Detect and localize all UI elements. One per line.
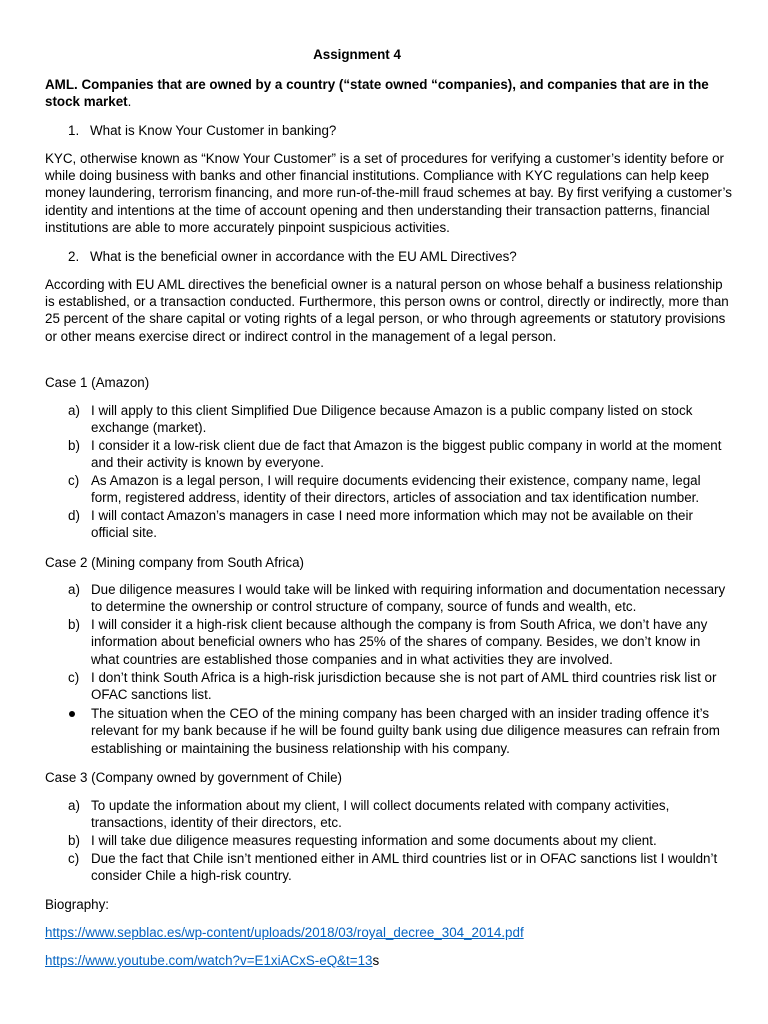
case-1-item-c: [68, 472, 728, 507]
case-2-item-a: [68, 581, 728, 616]
case-1-item-d-text: I will contact Amazon’s managers in case I need more information which may not be available on their official site.: [91, 508, 693, 541]
biography-link-2-suffix: s: [372, 953, 380, 968]
bullet-dot-icon: [69, 711, 75, 717]
case-1-item-c-marker: c): [68, 473, 80, 488]
case-2-item-b-marker: b): [68, 617, 80, 632]
case-3-item-c: [68, 850, 728, 885]
document-title: Assignment 4: [313, 47, 401, 62]
subtitle-text: AML. Companies that are owned by a country (“state owned “companies), and companies that are in the stock market: [45, 77, 709, 109]
case-2-heading: Case 2 (Mining company from South Africa): [45, 555, 304, 570]
case-3-item-a-marker: a): [68, 798, 80, 813]
biography-link-1[interactable]: https://www.sepblac.es/wp-content/uploads/2018/03/royal_decree_304_2014.pdf: [45, 925, 524, 940]
subtitle-period: .: [127, 94, 132, 109]
case-1-item-c-text: As Amazon is a legal person, I will require documents evidencing their existence, company name, legal form, registered address, identity of their directors, articles of association and tax identification number.: [91, 473, 701, 506]
case-1-item-a-text: I will apply to this client Simplified Due Diligence because Amazon is a public company listed on stock exchange (market).: [91, 403, 693, 436]
question-1: [68, 122, 336, 139]
case-2-item-b-text: I will consider it a high-risk client because although the company is from South Africa, we don’t have any information about beneficial owners who has 25% of the shares of company. Besides, we don’t know in what countries are established those companies and in what activities they are involved.: [91, 617, 708, 667]
case-1-item-a: [68, 402, 728, 437]
case-3-item-c-marker: c): [68, 851, 80, 866]
case-3-item-a-text: To update the information about my client, I will collect documents related with company activities, transactions, identity of their directors, etc.: [91, 798, 670, 831]
question-2: [68, 248, 517, 265]
question-2-text: What is the beneficial owner in accordance with the EU AML Directives?: [90, 249, 517, 264]
biography-link-2[interactable]: https://www.youtube.com/watch?v=E1xiACxS-eQ&t=13: [45, 953, 373, 968]
answer-2-paragraph: According with EU AML directives the beneficial owner is a natural person on whose behalf a business relationship is established, or a transaction conducted. Furthermore, this person owns or control, directly or indirectly, more than 25 percent of the share capital or voting rights of a legal person, or who through agreements or statutory provisions or other means exercise direct or indirect control in the management of a legal person.: [45, 277, 729, 344]
case-1-item-a-marker: a): [68, 403, 80, 418]
case-2-item-b: [68, 616, 728, 668]
case-1-item-d-marker: d): [68, 508, 80, 523]
biography-link-1-line: [45, 924, 524, 941]
case-3-item-b: [68, 832, 728, 849]
case-2-item-c-marker: c): [68, 670, 80, 685]
case-2-bullet: [68, 705, 728, 757]
question-1-text: What is Know Your Customer in banking?: [90, 123, 337, 138]
case-1-item-b-text: I consider it a low-risk client due de fact that Amazon is the biggest public company in world at the moment and their activity is known by everyone.: [91, 438, 722, 471]
question-1-number: 1.: [68, 123, 80, 138]
biography-heading: Biography:: [45, 897, 110, 912]
case-2-item-a-marker: a): [68, 582, 80, 597]
case-3-heading: Case 3 (Company owned by government of Chile): [45, 770, 342, 785]
biography-link-2-line: [45, 952, 379, 969]
case-2-bullet-text: The situation when the CEO of the mining company has been charged with an insider trading offence it’s relevant for my bank because if he will be found guilty bank using due diligence measures can refrain from establishing or maintaining the business relationship with his company.: [91, 706, 720, 756]
case-1-item-b: [68, 437, 728, 472]
case-1-heading: Case 1 (Amazon): [45, 375, 150, 390]
case-3-item-a: [68, 797, 728, 832]
question-2-number: 2.: [68, 249, 80, 264]
case-2-item-a-text: Due diligence measures I would take will be linked with requiring information and documentation necessary to determine the ownership or control structure of company, source of funds and wealth, etc.: [91, 582, 726, 615]
case-3-item-b-text: I will take due diligence measures requesting information and some documents about my client.: [91, 833, 657, 848]
case-2-item-c: [68, 669, 728, 704]
document-subtitle: [45, 76, 725, 110]
case-1-item-b-marker: b): [68, 438, 80, 453]
case-3-item-c-text: Due the fact that Chile isn’t mentioned either in AML third countries list or in OFAC sanctions list I wouldn’t consider Chile a high-risk country.: [91, 851, 718, 884]
case-1-item-d: [68, 507, 728, 542]
case-3-item-b-marker: b): [68, 833, 80, 848]
answer-1-paragraph: KYC, otherwise known as “Know Your Customer” is a set of procedures for verifying a customer’s identity before or while doing business with banks and other financial institutions. Compliance with KYC regulations can help keep money laundering, terrorism financing, and more run-of-the-mill fraud schemes at bay. By first verifying a customer’s identity and intentions at the time of account opening and then understanding their transaction patterns, financial institutions are able to more accurately pinpoint suspicious activities.: [45, 151, 732, 235]
case-2-item-c-text: I don’t think South Africa is a high-risk jurisdiction because she is not part of AML third countries risk list or OFAC sanctions list.: [91, 670, 717, 703]
